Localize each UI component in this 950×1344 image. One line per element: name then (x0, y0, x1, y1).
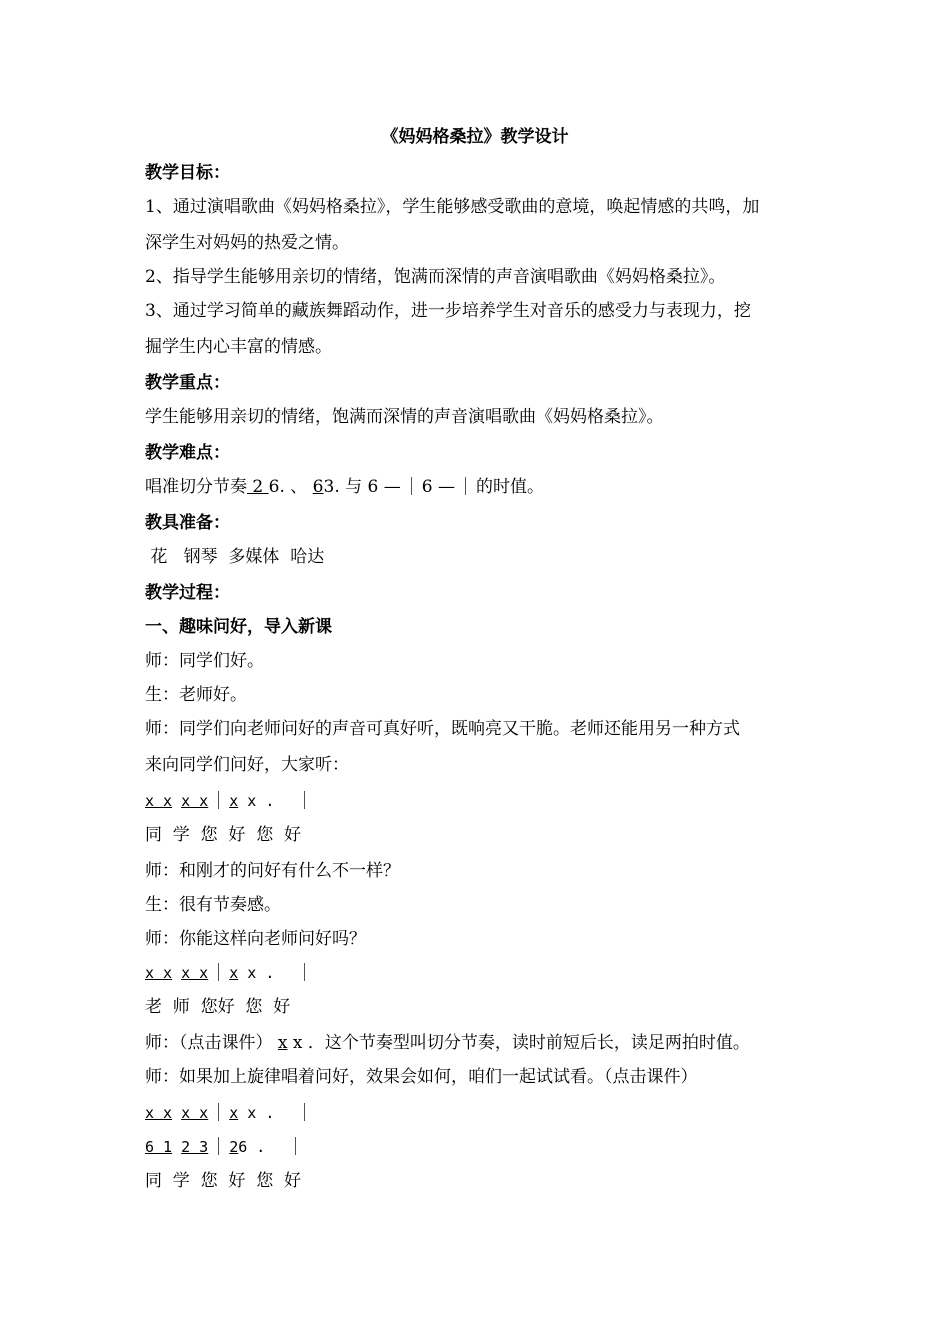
lyric-line-2: 老 师 您好 您 好 (145, 997, 291, 1017)
difficulty-mid-2: 6 — (421, 477, 455, 497)
barline (411, 477, 412, 495)
dialogue-7 (145, 1030, 815, 1056)
dialogue-4: 师：和刚才的问好有什么不一样？ (145, 861, 400, 881)
dialogue-8: 师：如果加上旋律唱着问好，效果会如何，咱们一起试试看。（点击课件） (145, 1067, 698, 1087)
goal-1-line-1: 1、通过演唱歌曲《妈妈格桑拉》，学生能够感受歌曲的意境，唤起情感的共鸣，加 (145, 197, 760, 217)
rhythm-group: x x (145, 792, 173, 810)
rhythm-group: x x (181, 964, 209, 982)
note-underlined-6: 6 (312, 477, 324, 497)
rhythm-group: x (229, 1104, 239, 1122)
melody-group: 6 1 (145, 1138, 173, 1156)
barline (465, 477, 466, 495)
rhythm-group: x x (181, 1104, 209, 1122)
tools-text: 花 钢琴 多媒体 哈达 (145, 547, 325, 567)
rhythm-group: x (229, 792, 239, 810)
dialogue-5: 生：很有节奏感。 (145, 895, 281, 915)
barline (218, 963, 219, 981)
barline (218, 1103, 219, 1121)
barline (304, 1103, 305, 1121)
difficulty-text (145, 474, 815, 500)
dialogue-6: 师：你能这样向老师问好吗？ (145, 929, 366, 949)
goal-3-line-1: 3、通过学习简单的藏族舞蹈动作，进一步培养学生对音乐的感受力与表现力，挖 (145, 301, 751, 321)
goal-1-line-2: 深学生对妈妈的热爱之情。 (145, 233, 349, 253)
barline (295, 1137, 296, 1155)
dialogue-7-prefix: 师：（点击课件） (145, 1033, 278, 1053)
dialogue-2: 生：老师好。 (145, 685, 247, 705)
process-heading: 教学过程： (145, 583, 230, 603)
rhythm-group: x x (145, 1104, 173, 1122)
difficulty-separator: 、 (284, 477, 313, 497)
dialogue-3-line-2: 来向同学们问好，大家听： (145, 755, 349, 775)
melody-group: 6 . (238, 1138, 266, 1156)
dialogue-3-line-1: 师：同学们向老师问好的声音可真好听，既响亮又干脆。老师还能用另一种方式 (145, 719, 740, 739)
tools-heading: 教具准备： (145, 513, 230, 533)
difficulty-mid: 与 6 — (339, 477, 401, 497)
rhythm-group: x x (181, 792, 209, 810)
barline (218, 1137, 219, 1155)
dialogue-1: 师：同学们好。 (145, 651, 264, 671)
melody-line (145, 1134, 815, 1160)
barline (304, 963, 305, 981)
lyric-line-3: 同 学 您 好 您 好 (145, 1171, 302, 1191)
rhythm-group: x . (247, 1104, 275, 1122)
barline (218, 791, 219, 809)
dialogue-7-rest: x ．这个节奏型叫切分节奏，读时前短后长，读足两拍时值。 (287, 1033, 750, 1053)
key-text: 学生能够用亲切的情绪，饱满而深情的声音演唱歌曲《妈妈格桑拉》。 (145, 407, 664, 427)
lyric-line-1: 同 学 您 好 您 好 (145, 825, 302, 845)
key-heading: 教学重点： (145, 373, 230, 393)
difficulty-heading: 教学难点： (145, 443, 230, 463)
section-1-heading: 一、趣味问好，导入新课 (145, 617, 332, 637)
note-6-dot: 6. (268, 477, 285, 497)
dialogue-7-underlined: x (277, 1033, 288, 1053)
note-3-dot: 3. (323, 477, 340, 497)
rhythm-group: x x (145, 964, 173, 982)
difficulty-suffix: 的时值。 (476, 477, 544, 497)
difficulty-prefix: 唱准切分节奏 (145, 477, 247, 497)
rhythm-line-2 (145, 960, 815, 986)
barline (304, 791, 305, 809)
goal-2: 2、指导学生能够用亲切的情绪，饱满而深情的声音演唱歌曲《妈妈格桑拉》。 (145, 267, 726, 287)
rhythm-line-3 (145, 1100, 815, 1126)
rhythm-line-1 (145, 788, 815, 814)
melody-group: 2 3 (181, 1138, 209, 1156)
document-title: 《妈妈格桑拉》教学设计 (381, 127, 569, 147)
rhythm-group: x (229, 964, 239, 982)
rhythm-group: x . (247, 792, 275, 810)
goals-heading: 教学目标： (145, 163, 230, 183)
note-underlined-2: 2 (247, 477, 269, 497)
melody-group: 2 (229, 1138, 239, 1156)
goal-3-line-2: 掘学生内心丰富的情感。 (145, 337, 332, 357)
rhythm-group: x . (247, 964, 275, 982)
